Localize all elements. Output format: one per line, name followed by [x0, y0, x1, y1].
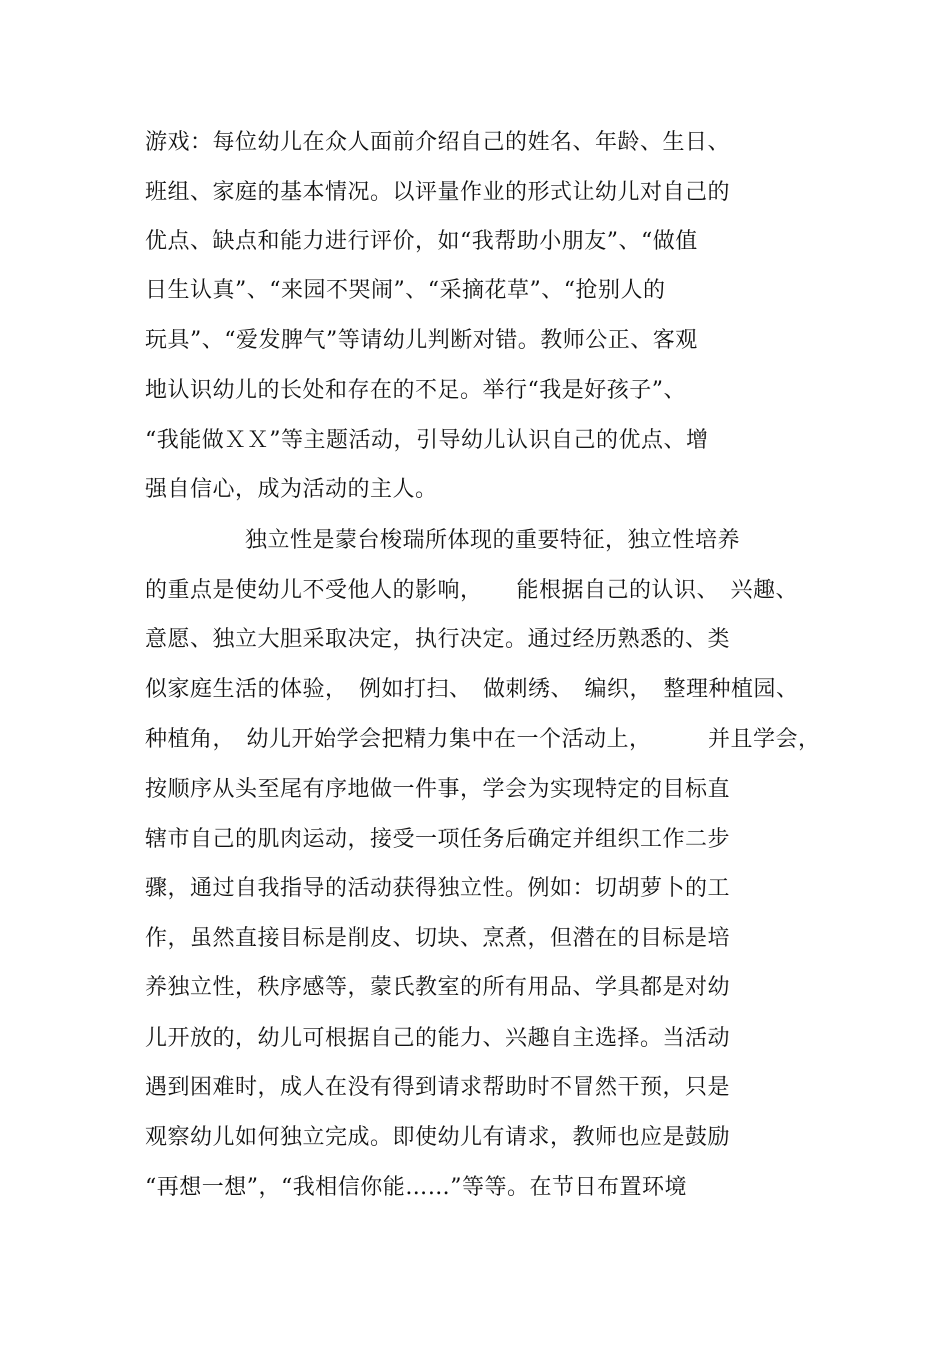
text-line: 儿开放的，幼儿可根据自己的能力、兴趣自主选择。当活动 [145, 1026, 731, 1051]
text-line: 似家庭生活的体验， 例如打扫、 做刺绣、 编织， 整理种植园、 [145, 677, 799, 702]
text-line: 强自信心，成为活动的主人。 [145, 477, 438, 502]
text-line: 班组、家庭的基本情况。以评量作业的形式让幼儿对自己的 [145, 180, 731, 205]
text-line: 养独立性，秩序感等，蒙氏教室的所有用品、学具都是对幼 [145, 975, 731, 1000]
text-line: 玩具”、“爱发脾气”等请幼儿判断对错。教师公正、客观 [145, 328, 698, 353]
text-line: 遇到困难时，成人在没有得到请求帮助时不冒然干预，只是 [145, 1075, 731, 1100]
text-line: 辖市自己的肌肉运动，接受一项任务后确定并组织工作二步 [145, 827, 731, 852]
text-line: 按顺序从头至尾有序地做一件事，学会为实现特定的目标直 [145, 777, 731, 802]
text-line: 观察幼儿如何独立完成。即使幼儿有请求，教师也应是鼓励 [145, 1125, 731, 1150]
text-line: 骤，通过自我指导的活动获得独立性。例如：切胡萝卜的工 [145, 876, 731, 901]
text-line: 的重点是使幼儿不受他人的影响， 能根据自己的认识、 兴趣、 [145, 578, 799, 603]
text-line: “我能做ＸＸ”等主题活动，引导幼儿认识自己的优点、增 [145, 428, 709, 453]
text-line: 优点、缺点和能力进行评价，如“我帮助小朋友”、“做值 [145, 229, 698, 254]
text-line: 作，虽然直接目标是削皮、切块、烹煮，但潜在的目标是培 [145, 926, 731, 951]
text-line: 日生认真”、“来园不哭闹”、“采摘花草”、“抢别人的 [145, 278, 666, 303]
text-line: 意愿、独立大胆采取决定，执行决定。通过经历熟悉的、类 [145, 627, 731, 652]
text-line: 地认识幼儿的长处和存在的不足。举行“我是好孩子”、 [145, 378, 686, 403]
paragraph-first-line: 独立性是蒙台梭瑞所体现的重要特征，独立性培养 [245, 528, 741, 553]
text-line: “再想一想”，“我相信你能……”等等。在节日布置环境 [145, 1175, 687, 1200]
text-line: 种植角， 幼儿开始学会把精力集中在一个活动上， 并且学会， [145, 727, 821, 752]
text-line: 游戏：每位幼儿在众人面前介绍自己的姓名、年龄、生日、 [145, 130, 731, 155]
